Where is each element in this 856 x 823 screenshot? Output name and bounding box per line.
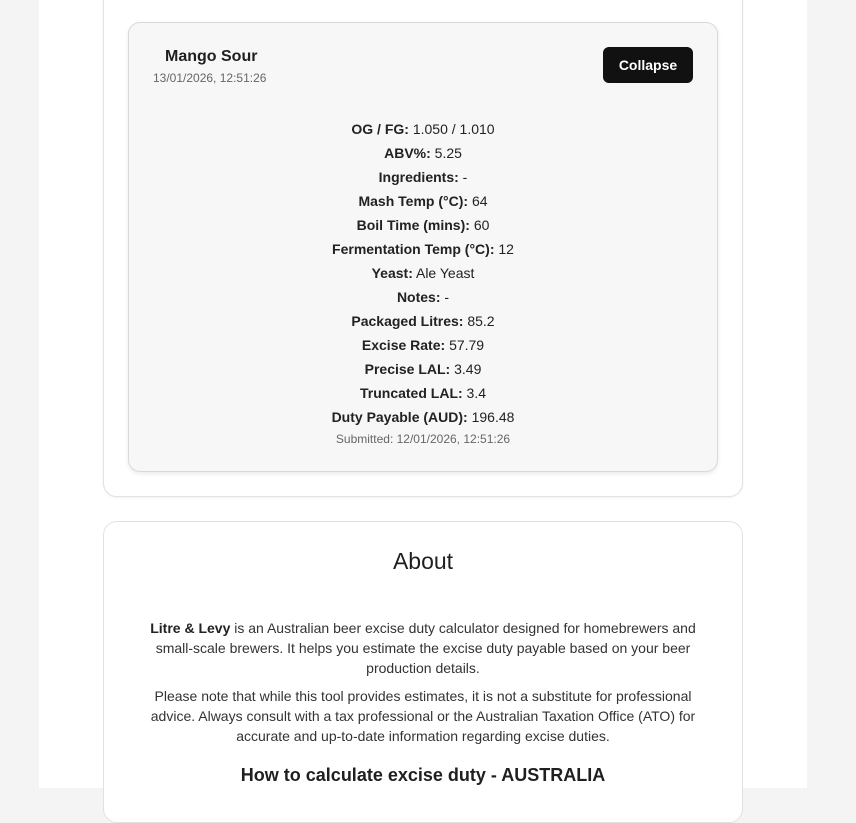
detail-yeast bbox=[128, 261, 718, 285]
batch-date: 13/01/2026, 12:51:26 bbox=[153, 71, 267, 85]
detail-value: 5.25 bbox=[434, 145, 462, 161]
batch-details bbox=[128, 117, 718, 448]
detail-label: Precise LAL: bbox=[364, 361, 451, 377]
detail-og-fg bbox=[128, 117, 718, 141]
about-disclaimer: Please note that while this tool provides estimates, it is not a substitute for professional advice. Always consult with a tax professional or the Australian Taxation Office (ATO) for accurate and up-to-date information regarding excise duties. bbox=[150, 688, 696, 744]
detail-mash-temp bbox=[128, 189, 718, 213]
detail-label: Packaged Litres: bbox=[351, 313, 464, 329]
detail-value: 57.79 bbox=[449, 337, 485, 353]
detail-value: 1.050 / 1.010 bbox=[412, 121, 495, 137]
detail-label: Duty Payable (AUD): bbox=[331, 409, 468, 425]
detail-packaged-litres bbox=[128, 309, 718, 333]
detail-value: 3.49 bbox=[454, 361, 482, 377]
detail-value: 85.2 bbox=[467, 313, 495, 329]
brand-name: Litre & Levy bbox=[150, 620, 231, 636]
detail-precise-lal bbox=[128, 357, 718, 381]
detail-truncated-lal bbox=[128, 381, 718, 405]
detail-value: 196.48 bbox=[471, 409, 515, 425]
detail-label: Notes: bbox=[396, 289, 441, 305]
detail-label: ABV%: bbox=[384, 145, 431, 161]
detail-duty-payable bbox=[128, 405, 718, 429]
how-to-heading: How to calculate excise duty - AUSTRALIA bbox=[240, 765, 606, 785]
detail-label: Mash Temp (°C): bbox=[358, 193, 469, 209]
detail-value: - bbox=[444, 289, 450, 305]
detail-label: Excise Rate: bbox=[361, 337, 446, 353]
detail-excise-rate bbox=[128, 333, 718, 357]
detail-label: Ingredients: bbox=[378, 169, 459, 185]
detail-value: 64 bbox=[471, 193, 488, 209]
detail-boil-time bbox=[128, 213, 718, 237]
detail-value: 3.4 bbox=[466, 385, 487, 401]
detail-abv bbox=[128, 141, 718, 165]
detail-fermentation-temp bbox=[128, 237, 718, 261]
detail-ingredients bbox=[128, 165, 718, 189]
about-description-text: is an Australian beer excise duty calculator designed for homebrewers and small-scale brewers. It helps you estimate the excise duty payable based on your beer production details. bbox=[155, 620, 696, 676]
detail-label: Boil Time (mins): bbox=[356, 217, 470, 233]
detail-label: Fermentation Temp (°C): bbox=[332, 241, 495, 257]
detail-value: Ale Yeast bbox=[415, 265, 475, 281]
detail-notes bbox=[128, 285, 718, 309]
about-description bbox=[140, 618, 706, 678]
detail-label: Yeast: bbox=[371, 265, 413, 281]
submitted-timestamp: Submitted: 12/01/2026, 12:51:26 bbox=[335, 432, 511, 446]
detail-value: - bbox=[462, 169, 468, 185]
collapse-button[interactable]: Collapse bbox=[603, 47, 693, 83]
detail-label: Truncated LAL: bbox=[359, 385, 463, 401]
detail-value: 60 bbox=[473, 217, 490, 233]
about-title: About bbox=[392, 548, 454, 574]
detail-value: 12 bbox=[498, 241, 514, 257]
detail-label: OG / FG: bbox=[351, 121, 409, 137]
batch-name: Mango Sour bbox=[165, 48, 258, 65]
